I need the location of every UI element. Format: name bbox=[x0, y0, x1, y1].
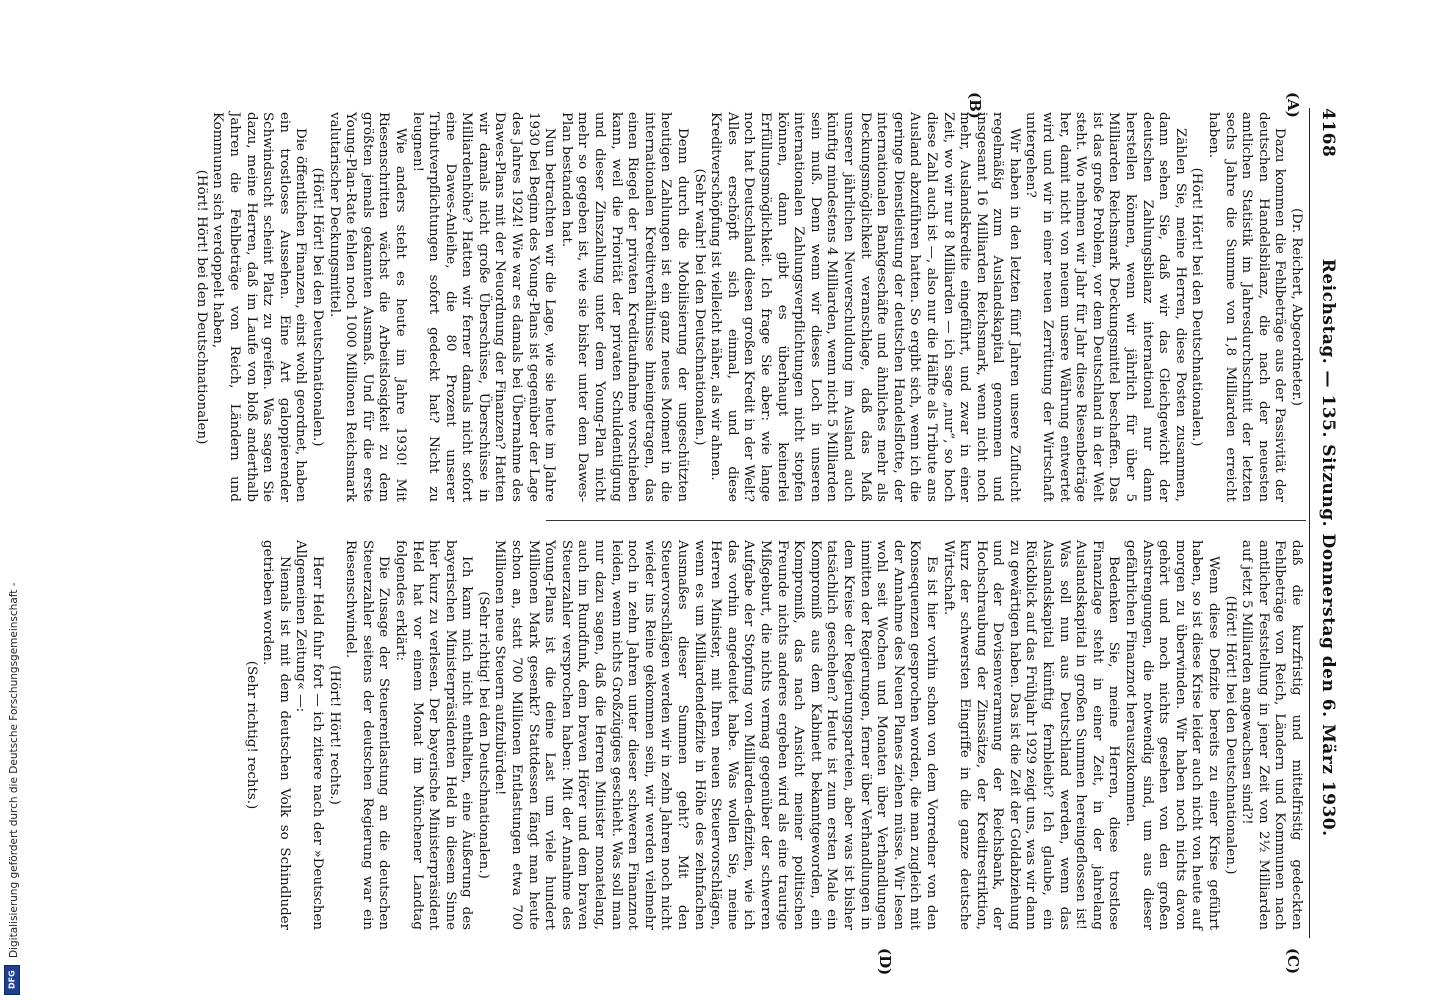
interjection: (Hört! Hört! bei den Deutschnationalen.) bbox=[1189, 167, 1205, 447]
margin-marker-d: (D) bbox=[876, 948, 894, 976]
dfg-logo: DFG bbox=[4, 965, 20, 995]
paragraph: Die öffentlichen Finanzen, einst wohl geordnet, haben ein trostloses Aussehen. Eine Art galoppierender Schwindsucht scheint Platz zu greifen. Was sagen Sie dazu, meine Herren, daß im Laufe von bloß anderthalb Jahren die Fehlbeträge von Reich, Ländern und Kommunen sich verdoppelt haben, bbox=[210, 112, 309, 502]
margin-marker-b: (B) bbox=[966, 92, 984, 119]
page-number: 4168 bbox=[1318, 108, 1338, 158]
paragraph: Bedenken Sie, meine Herren, diese trostlose Finanzlage steht in einer Zeit, in der jahrelang Auslandskapital in großen Summen hereingeflossen ist! Was soll nun aus Deutschland werden, wenn das Auslandskapital künftig fernbleibt? Ich glaube, ein Rückblick auf das Frühjahr 1929 zeigt uns, was wir dann zu gewärtigen haben. Das ist die Zeit der Goldabziehung und der Devisenverarmung der Reichsbank, der Hochschraubung der Zinssätze, der Kreditrestriktion, kurz der schwersten Eingriffe in die ganze deutsche Wirtschaft. bbox=[940, 540, 1122, 930]
paragraph: Denn durch die Mobilisierung der ungeschützten heutigen Zahlungen ist ein ganz neues Moment in die internationalen Kreditverhältnisse hineingetragen, das einen Riegel der privaten Kreditaufnahme vorschieben kann, weil die Priorität der privaten Schuldentilgung und dieser Zinszahlung unter dem Young-Plan nicht mehr so gegeben ist, wie sie bisher unter dem Dawes-Plan bestanden hat. bbox=[558, 112, 691, 502]
interjection: (Sehr richtig! bei den Deutschnationalen.) bbox=[475, 591, 491, 879]
interjection: (Hört! Hört! bei den Deutschnationalen) bbox=[193, 169, 209, 445]
paragraph: Nun betrachten wir die Lage, wie sie heute im Jahre 1930 bei Beginn des Young-Plans ist gegenüber der Lage des Jahres 1924! Wie war es damals bei Übernahme des Dawes-Plans mit der Neuordnung der Finanzen? Hatten wir damals nicht große Überschüsse, Überschüsse in Milliardenhöhe? Hatten wir ferner damals nicht sofort eine Dawes-Anleihe, die 80 Prozent unserer Tributverpflichtungen sofort gedeckt hat? Nicht zu leugnen! bbox=[409, 112, 558, 502]
speaker-line: (Dr. Reichert, Abgeordneter.) bbox=[1289, 207, 1304, 407]
right-column bbox=[242, 540, 1304, 930]
paragraph: Wir haben in den letzten fünf Jahren unsere Zuflucht regelmäßig zum Auslandskapital genommen und insgesamt 16 Milliarden Reichsmark, wenn nicht noch mehr, Auslandskredite eingeführt, und zwar in einer Zeit, wo wir nur 8 Milliarden — ich sage „nur“, so hoch diese Zahl auch ist —, also nur die Hälfte als Tribute ans Ausland abzuführen hatten. So ergibt sich, wenn ich die geringe Dienstleistung der deutschen Handelsflotte, der internationalen Bankgeschäfte und ähnliches mehr als Deckungsmöglichkeit veranschlage, daß das Maß unserer jährlichen Neuverschuldung im Ausland auch künftig mindestens 4 Milliarden, wenn nicht 5 Milliarden sein muß. Denn wenn wir dieses Loch in unseren internationalen Zahlungsverpflichtungen nicht stopfen können, dann gibt es überhaupt keinerlei Erfüllungsmöglichkeit. Ich frage Sie aber: wie lange noch hat Deutschland diesen großen Kredit in der Welt? Alles erschöpft sich einmal, und diese Kreditverschöpfung ist vielleicht näher, als wir ahnen. bbox=[708, 112, 1022, 502]
digitization-footer bbox=[2, 0, 22, 1000]
paragraph: Es ist hier vorhin schon von dem Vorredner von den Konsequenzen gesprochen worden, die man zugleich mit der Annahme des Neuen Planes ziehen müsse. Wir lesen wohl seit Wochen und Monaten über Verhandlungen inmitten der Regierungen, ferner über Verhandlungen in dem Kreise der Regierungsparteien, aber was ist bisher tatsächlich geschehen? Heute ist zum ersten Male ein Kompromiß aus dem Kabinett bekanntgeworden, ein Kompromiß, das nach Ansicht meiner politischen Freunde nichts anderes ergeben wird als eine traurige Mißgeburt, die nichts vermag gegenüber der schweren Aufgabe der Stopfung von Milliarden-defiziten, wie ich das vorhin angedeutet habe. Was wollen Sie, meine Herren Minister, mit Ihren neuen Steuervorschlägen, wenn es um Milliardendefizite in Höhe des zehnfachen Ausmaßes dieser Summen geht? Mit den Steuervorschlägen werden wir in zehn Jahren noch nicht wieder ins Reine gekommen sein, wir werden vielmehr noch in zehn Jahren unter dieser schweren Finanznot leiden, wenn nichts Großzügiges geschieht. Was soll man nur dazu sagen, daß die Herren Minister monatelang, auch im Rundfunk, dem braven Hörer und dem braven Steuerzahler versprochen haben: Mit der Annahme des Young-Plans ist die deine Last um viele hundert Millionen Mark gesenkt? Stattdessen fängt man heute schon an, statt 700 Millionen Entlastungen etwa 700 Millionen neue Steuern aufzubürden! bbox=[492, 540, 939, 930]
interjection: (Hört! Hört! bei den Deutschnationalen.) bbox=[309, 167, 325, 447]
footer-credit: Digitalisierung gefördert durch die Deutsche Forschungsgemeinschaft - bbox=[8, 582, 20, 958]
left-column bbox=[192, 112, 1304, 502]
interjection: (Sehr wahr! bei den Deutschnationalen.) bbox=[691, 168, 707, 446]
paragraph: Herr Held fuhr fort — ich zitiere nach der »Deutschen Allgemeinen Zeitung« —: bbox=[293, 540, 325, 930]
paragraph: Wenn diese Defizite bereits zu einer Krise geführt haben, so ist diese Krise leider auch nicht von heute auf morgen zu überwinden. Wir haben noch nichts davon gehört und noch nichts gesehen von den großen Anstrengungen, die notwendig sind, um aus dieser gefährlichen Finanznot herauszukommen. bbox=[1123, 540, 1222, 930]
paragraph: Dazu kommen die Fehlbeträge aus der Passivität der deutschen Handelsbilanz, die nach der neuesten amtlichen Statistik im Jahresdurchschnitt der letzten sechs Jahre die Summe von 1,8 Milliarden erreicht haben. bbox=[1206, 112, 1288, 502]
interjection: (Sehr richtig! rechts.) bbox=[243, 660, 259, 810]
margin-marker-a: (A) bbox=[1284, 92, 1302, 118]
column-divider bbox=[546, 520, 1306, 521]
paragraph: Wie anders steht es heute im Jahre 1930! Mit Riesenschritten wächst die Arbeitslosigkeit zu dem größten jemals gekannten Ausmaß. Und für die erste Young-Plan-Rate fehlen noch 1000 Millionen Reichsmark valutarischer Deckungsmittel. bbox=[326, 112, 408, 502]
interjection: (Hört! Hört! rechts.) bbox=[326, 665, 342, 805]
paragraph: daß die kurzfristig und mittelfristig gedeckten Fehlbeträge von Reich, Ländern und Kommunen nach amtlicher Feststellung in jener Zeit von 2½ Milliarden auf jetzt 5 Milliarden angewachsen sind?! bbox=[1239, 540, 1304, 930]
quotation: Niemals ist mit dem deutschen Volk so Schindluder getrieben worden. bbox=[260, 540, 292, 930]
paragraph: Ich kann mich nicht enthalten, eine Äußerung des bayerischen Ministerpräsidenten Held in diesem Sinne hier kurz zu verlesen. Der bayerische Ministerpräsident Held hat vor einem Monat im Münchener Landtag folgendes erklärt: bbox=[392, 540, 475, 930]
page-title: Reichstag. — 135. Sitzung. Donnerstag den 6. März 1930. bbox=[1318, 258, 1338, 837]
page-header bbox=[1312, 108, 1338, 938]
margin-marker-c: (C) bbox=[1284, 948, 1302, 975]
paragraph: Zählen Sie, meine Herren, diese Posten zusammen, dann sehen Sie, daß wir das Gleichgewicht der deutschen Zahlungsbilanz international nur dann herstellen können, wenn wir jährlich für über 5 Milliarden Reichsmark Deckungsmittel beschaffen. Das ist das große Problem, vor dem Deutschland in der Welt steht. Wo nehmen wir Jahr für Jahr diese Riesenbeträge her, damit nicht von neuem unsere Währung entwertet wird und wir in einer neuen Zerrüttung der Wirtschaft untergehen? bbox=[1023, 112, 1188, 502]
quotation: Die Zusage der Steuerentlastung an die deutschen Steuerzahler seitens der deutschen Regierung war ein Riesenschwindel. bbox=[343, 540, 392, 930]
header-rule bbox=[1309, 108, 1310, 938]
interjection: (Hört! Hört! bei den Deutschnationalen.) bbox=[1222, 595, 1238, 875]
